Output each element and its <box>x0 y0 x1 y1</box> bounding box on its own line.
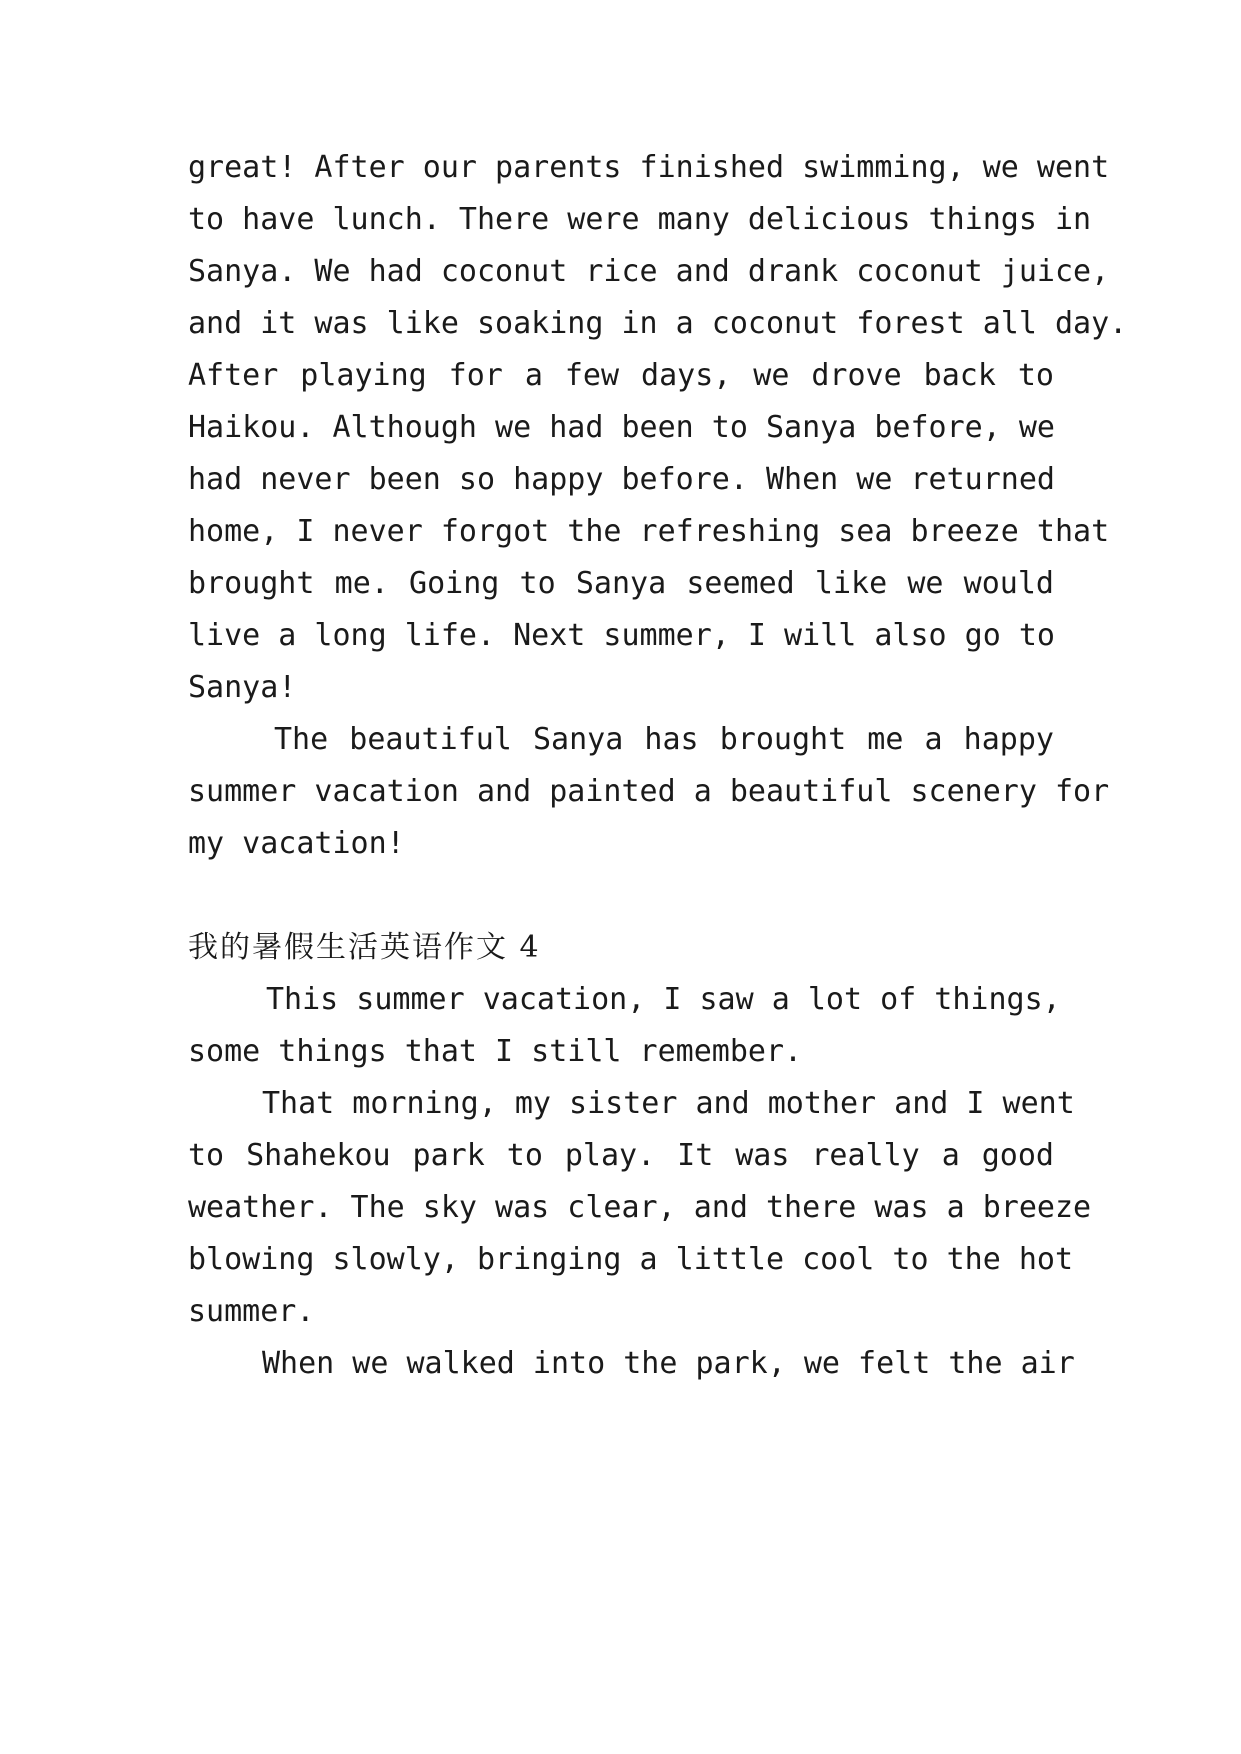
body-text-line: live a long life. Next summer, I will also go to <box>188 618 1055 653</box>
body-text-line: to Shahekou park to play. It was really a good <box>188 1138 1054 1173</box>
body-text-line: some things that I still remember. <box>188 1034 803 1069</box>
body-text-line: blowing slowly, bringing a little cool to the hot <box>188 1242 1074 1277</box>
paragraph-first-line: This summer vacation, I saw a lot of things, <box>266 982 1061 1017</box>
paragraph-first-line: That morning, my sister and mother and I went <box>262 1086 1075 1121</box>
body-text-line: my vacation! <box>188 826 405 861</box>
body-text-line: Haikou. Although we had been to Sanya before, we <box>188 410 1055 445</box>
body-text-line: and it was like soaking in a coconut forest all day. <box>188 306 1128 341</box>
body-text-line: Sanya! <box>188 670 297 705</box>
paragraph-first-line: The beautiful Sanya has brought me a happy <box>274 722 1054 757</box>
body-text-line: summer vacation and painted a beautiful scenery for <box>188 774 1110 809</box>
section-heading: 我的暑假生活英语作文 4 <box>188 930 541 965</box>
body-text-line: to have lunch. There were many delicious things in <box>188 202 1092 237</box>
body-text-line: After playing for a few days, we drove back to <box>188 358 1054 393</box>
body-text-line: weather. The sky was clear, and there was a breeze <box>188 1190 1092 1225</box>
body-text-line: great! After our parents finished swimming, we went <box>188 150 1110 185</box>
body-text-line: Sanya. We had coconut rice and drank coconut juice, <box>188 254 1110 289</box>
body-text-line: home, I never forgot the refreshing sea breeze that <box>188 514 1110 549</box>
body-text-line: summer. <box>188 1294 315 1329</box>
body-text-line: brought me. Going to Sanya seemed like we would <box>188 566 1054 601</box>
body-text-line: had never been so happy before. When we returned <box>188 462 1055 497</box>
paragraph-first-line: When we walked into the park, we felt the air <box>262 1346 1075 1381</box>
